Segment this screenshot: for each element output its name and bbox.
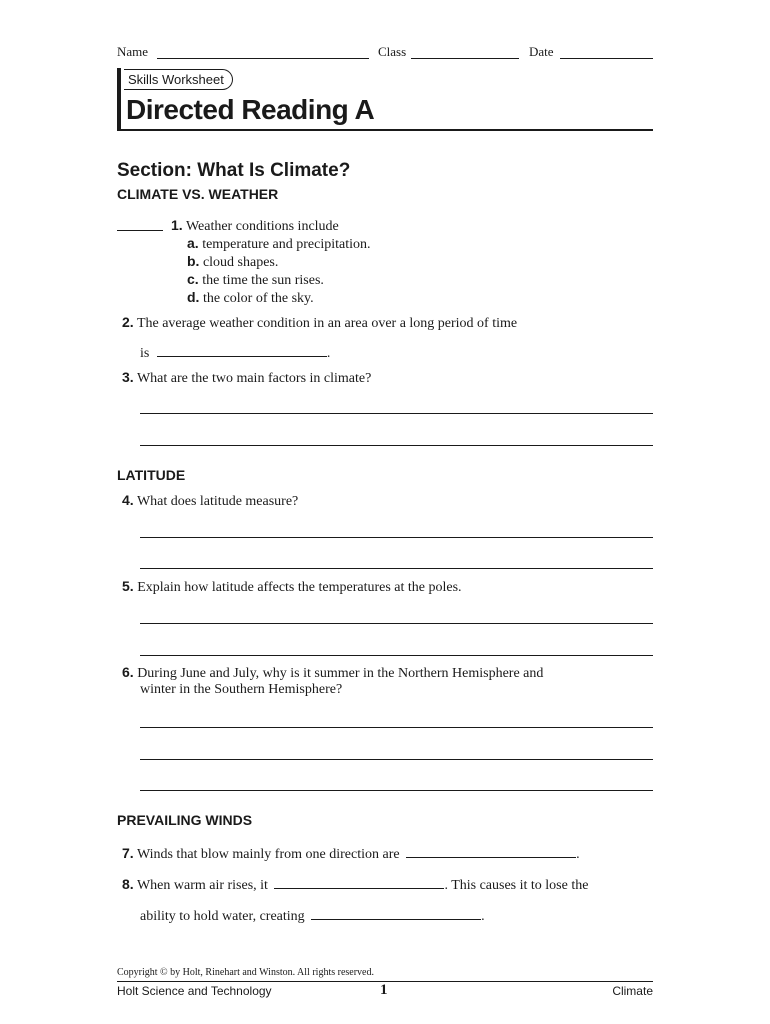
q8-end: .	[481, 909, 485, 924]
q7-text: Winds that blow mainly from one direction are	[136, 847, 400, 862]
option-text: cloud shapes.	[202, 255, 279, 270]
name-label: Name	[117, 44, 149, 59]
q2-number: 2.	[122, 314, 134, 330]
q8-stem	[122, 875, 588, 895]
q6-number: 6.	[122, 664, 134, 680]
option-letter: a.	[187, 235, 199, 251]
q3-number: 3.	[122, 369, 134, 385]
option-text: the time the sun rises.	[202, 273, 324, 288]
q7-answer-blank[interactable]	[406, 845, 576, 858]
q2-continuation	[140, 344, 330, 363]
q1-option-c	[187, 270, 324, 290]
option-letter: c.	[187, 271, 199, 287]
q4-answer-line-2[interactable]	[140, 568, 653, 569]
q6-text: During June and July, why is it summer in the Northern Hemisphere and	[137, 666, 544, 681]
q5-answer-line-2[interactable]	[140, 655, 653, 656]
title-accent-bar	[117, 68, 121, 130]
q3-text: What are the two main factors in climate?	[136, 371, 372, 386]
q4-number: 4.	[122, 492, 134, 508]
q6-answer-line-3[interactable]	[140, 790, 653, 791]
q7-number: 7.	[122, 845, 134, 861]
copyright-notice: Copyright © by Holt, Rinehart and Winston. All rights reserved.	[117, 967, 374, 978]
q8-answer-blank-1[interactable]	[274, 876, 444, 889]
q3-answer-line-1[interactable]	[140, 413, 653, 414]
q8-text: When warm air rises, it	[136, 878, 268, 893]
page-number: 1	[380, 982, 388, 998]
q6-stem	[122, 663, 543, 683]
q1-option-d	[187, 288, 314, 308]
subhead-latitude: LATITUDE	[117, 467, 186, 483]
q6-answer-line-1[interactable]	[140, 727, 653, 728]
title-divider	[117, 129, 653, 131]
option-letter: d.	[187, 289, 200, 305]
footer-publisher: Holt Science and Technology	[117, 984, 272, 998]
date-label: Date	[529, 44, 554, 59]
q4-stem	[122, 491, 298, 511]
q3-stem	[122, 368, 371, 388]
q2-end: .	[326, 346, 331, 361]
q3-answer-line-2[interactable]	[140, 445, 653, 446]
q1-stem	[171, 216, 339, 236]
q8-mid: . This causes it to lose the	[444, 878, 589, 893]
q4-answer-line-1[interactable]	[140, 537, 653, 538]
q1-text: Weather conditions include	[185, 219, 339, 234]
q1-number: 1.	[171, 217, 183, 233]
q8-answer-blank-2[interactable]	[311, 907, 481, 920]
option-text: temperature and precipitation.	[202, 237, 371, 252]
q5-text: Explain how latitude affects the temperatures at the poles.	[137, 580, 462, 595]
class-field-line[interactable]	[411, 58, 519, 59]
q1-option-b	[187, 252, 278, 272]
q2-answer-blank[interactable]	[157, 344, 327, 357]
option-letter: b.	[187, 253, 200, 269]
q4-text: What does latitude measure?	[136, 494, 299, 509]
section-title: Section: What Is Climate?	[117, 160, 351, 181]
subhead-prevailing-winds: PREVAILING WINDS	[117, 812, 253, 828]
q5-number: 5.	[122, 578, 134, 594]
q6-continuation: winter in the Southern Hemisphere?	[140, 682, 343, 697]
q5-stem	[122, 577, 462, 597]
option-text: the color of the sky.	[202, 291, 314, 306]
q1-answer-blank[interactable]	[117, 230, 163, 231]
q8-cont-text: ability to hold water, creating	[140, 909, 305, 924]
q1-option-a	[187, 234, 371, 254]
name-field-line[interactable]	[157, 58, 369, 59]
q7-stem	[122, 844, 580, 864]
q5-answer-line-1[interactable]	[140, 623, 653, 624]
footer-subject: Climate	[612, 984, 653, 998]
subhead-climate-vs-weather: CLIMATE VS. WEATHER	[117, 186, 279, 202]
q2-text: The average weather condition in an area over a long period of time	[136, 316, 518, 331]
worksheet-tag: Skills Worksheet	[124, 69, 233, 90]
q2-stem	[122, 313, 517, 333]
q7-end: .	[576, 847, 580, 862]
class-label: Class	[378, 44, 407, 59]
q8-continuation	[140, 907, 485, 926]
page-title: Directed Reading A	[126, 94, 375, 125]
date-field-line[interactable]	[560, 58, 653, 59]
q6-answer-line-2[interactable]	[140, 759, 653, 760]
q8-number: 8.	[122, 876, 134, 892]
q2-cont-text: is	[140, 346, 150, 361]
